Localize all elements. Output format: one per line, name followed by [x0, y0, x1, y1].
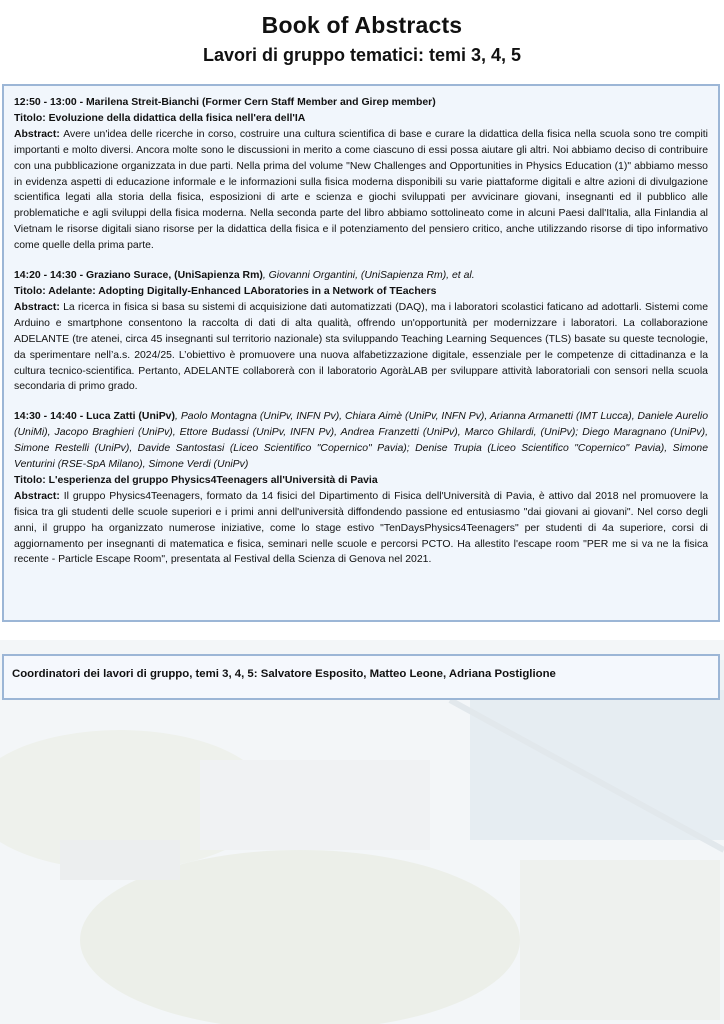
- abstract-time: 12:50 - 13:00 -: [14, 97, 86, 108]
- abstract-title: Adelante: Adopting Digitally-Enhanced LAboratories in a Network of TEachers: [48, 285, 437, 297]
- abstract-title-label: Titolo:: [14, 474, 49, 486]
- abstract-text: Il gruppo Physics4Teenagers, formato da 14 fisici del Dipartimento di Fisica dell'Università di Pavia, è attivo dal 2018 nel promuovere la fisica tra gli studenti delle scuole superiori e i primi anni dell'università diffondendo passione ed entusiasmo "dai giovani ai giovani". Nel corso degli anni, il gruppo ha organizzato numerose iniziative, come lo stage estivo "TenDaysPhysics4Teenagers" per studenti di 4a superiore, corsi di aggiornamento per insegnanti di matematica e fisica, seminari nelle scuole e percorsi PCTO. Ha allestito l'escape room "PER me si va ne la fisica recente - Particle Escape Room", presentata al Festival della Scienza di Genova nel 2021.: [14, 490, 708, 566]
- abstract-text: La ricerca in fisica si basa su sistemi di acquisizione dati automatizzati (DAQ), ma i laboratori scolastici faticano ad adottarli. Sistemi come Arduino e smartphone consentono la raccolta di dati di alta qualità, offrendo un'opportunità per modernizzare i laboratori. La collaborazione ADELANTE (tre atenei, circa 45 insegnanti sul territorio nazionale) sta sviluppando Teaching Learning Sequences (TLS) basate su queste tecnologie, da sperimentare nell’a.s. 2024/25. L’obiettivo è promuovere una nuova alfabetizzazione digitale, essenziale per le competenze di cittadinanza e la cultura tecnico-scientifica. Pertanto, ADELANTE collaborerà con il laboratorio AgoràLAB per sviluppare attività laboratoriali con sensori nella scuola secondaria di primo grado.: [14, 301, 708, 393]
- abstract-entry: [14, 409, 708, 568]
- abstract-title-label: Titolo:: [14, 285, 49, 297]
- abstract-entry: [14, 268, 708, 395]
- abstract-label: Abstract:: [14, 490, 64, 502]
- coordinators-text: Coordinatori dei lavori di gruppo, temi 3, 4, 5: Salvatore Esposito, Matteo Leone, Adriana Postiglione: [12, 668, 556, 680]
- abstract-time: 14:30 - 14:40 -: [14, 411, 87, 423]
- page-subtitle: Lavori di gruppo tematici: temi 3, 4, 5: [202, 45, 522, 65]
- abstract-coauthors: , Giovanni Organtini, (UniSapienza Rm), et al.: [262, 270, 475, 282]
- page-title: Book of Abstracts: [261, 12, 463, 38]
- abstract-label: Abstract:: [14, 301, 64, 313]
- abstract-title: L'esperienza del gruppo Physics4Teenagers all'Università di Pavia: [48, 474, 378, 486]
- abstract-label: Abstract:: [14, 128, 64, 140]
- abstracts-panel: [2, 84, 720, 622]
- abstract-coauthors: , Paolo Montagna (UniPv, INFN Pv), Chiara Aimè (UniPv, INFN Pv), Arianna Armanetti (IMT Lucca), Daniele Aurelio (UniMi), Jacopo Braghieri (UniPv), Ettore Budassi (UniPv, INFN Pv), Andrea Franzetti (UniPv), Marco Ghilardi, (UniPv); Diego Maragnano (UniPv), Simone Restelli (UniPv), Davide Santostasi (Liceo Scientifico "Copernico" Pavia); Denise Trupia (Liceo Scientifico "Copernico" Pavia), Simone Venturini (RSE-SpA Milano), Simone Verdi (UniPv): [14, 411, 708, 471]
- abstract-entry: [14, 95, 708, 254]
- abstract-speaker: Graziano Surace, (UniSapienza Rm): [85, 270, 263, 282]
- abstract-speaker: Marilena Streit-Bianchi (Former Cern Staff Member and Girep member): [85, 97, 436, 108]
- page-header: [0, 0, 724, 66]
- coordinators-box: [2, 654, 720, 700]
- abstract-text: Avere un'idea delle ricerche in corso, costruire una cultura scientifica di base e curare la didattica della fisica nella scuola sono tre compiti importanti e molto diversi. Ancora molte sono le discussioni in merito a come ciascuno di essi possa aiutare gli altri. Noi abbiamo deciso di contribuire con una pubblicazione organizzata in due parti. Nella prima del volume "New Challenges and Opportunities in Physics Education (1)" abbiamo messo in evidenza aspetti di educazione informale e le informazioni sulla fisica moderna disponibili su varie piattaforme digitali e altre azioni di divulgazione scientifica legati alla storia della fisica, esposizioni di arte e scienza e giochi sviluppati per avvicinare giovani, insegnanti ed il pubblico alle problematiche e agli sviluppi della fisica moderna. Nella seconda parte del libro abbiamo sottolineato come in alcuni Paesi dall'Italia, alla Finlandia al Vietnam le risorse digitali siano risorse per la didattica della fisica e il potenziamento del pensiero critico, anche utilizzando risorse di tipo informativo come quelle della prima parte.: [14, 128, 708, 252]
- abstract-title-label: Titolo:: [14, 112, 49, 124]
- abstract-time: 14:20 - 14:30 -: [14, 270, 86, 282]
- abstract-title: Evoluzione della didattica della fisica nell'era dell'IA: [48, 112, 306, 124]
- abstract-speaker: Luca Zatti (UniPv): [86, 411, 175, 423]
